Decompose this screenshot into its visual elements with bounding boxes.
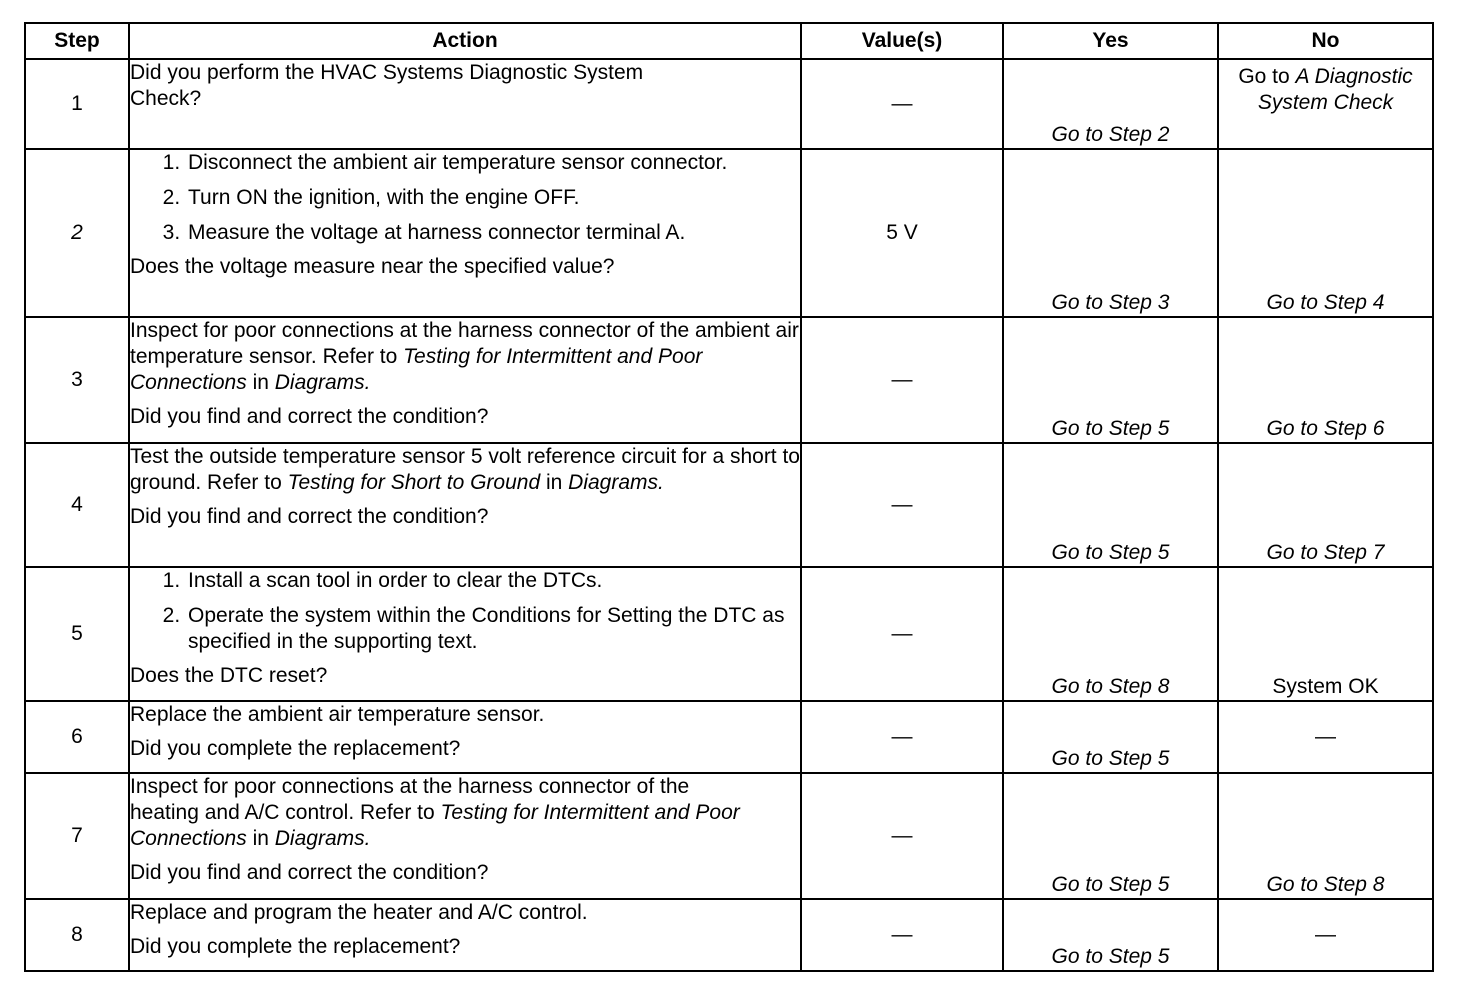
action-cell bbox=[129, 701, 801, 773]
value-cell: — bbox=[801, 899, 1003, 971]
action-cell bbox=[129, 149, 801, 317]
yes-cell: Go to Step 5 bbox=[1003, 317, 1218, 443]
action-question: Did you find and correct the condition? bbox=[130, 405, 489, 428]
action-reference: Testing for Intermittent and Poor Connections bbox=[130, 801, 740, 850]
yes-cell: Go to Step 5 bbox=[1003, 701, 1218, 773]
action-reference: Testing for Intermittent and Poor Connections bbox=[130, 345, 703, 394]
action-question: Does the DTC reset? bbox=[130, 664, 328, 687]
step-number: 8 bbox=[25, 899, 129, 971]
action-cell bbox=[129, 899, 801, 971]
step-number: 6 bbox=[25, 701, 129, 773]
table-row bbox=[25, 773, 1433, 899]
list-item: 2. Turn ON the ignition, with the engine OFF. bbox=[186, 185, 800, 211]
value-cell: 5 V bbox=[801, 149, 1003, 317]
table-row bbox=[25, 567, 1433, 701]
yes-cell: Go to Step 2 bbox=[1003, 59, 1218, 149]
no-cell: — bbox=[1218, 899, 1433, 971]
action-reference-doc: Diagrams. bbox=[568, 471, 664, 494]
action-text: Replace the ambient air temperature sensor. bbox=[130, 703, 545, 726]
action-instruction: Inspect for poor connections at the harness connector of the heating and A/C control. Refer to bbox=[130, 775, 690, 824]
header-step: Step bbox=[25, 23, 129, 59]
table-row bbox=[25, 899, 1433, 971]
no-cell: — bbox=[1218, 701, 1433, 773]
action-cell bbox=[129, 317, 801, 443]
action-text bbox=[130, 318, 800, 396]
action-text bbox=[130, 774, 760, 852]
table-row bbox=[25, 149, 1433, 317]
action-cell bbox=[129, 59, 801, 149]
no-cell: Go to Step 4 bbox=[1218, 149, 1433, 317]
action-question: Did you find and correct the condition? bbox=[130, 861, 489, 884]
action-reference-doc: Diagrams. bbox=[274, 827, 371, 850]
action-question: Does the voltage measure near the specified value? bbox=[130, 255, 615, 278]
diagnostic-table bbox=[24, 22, 1434, 972]
action-connector: in bbox=[540, 471, 569, 494]
action-question: Did you complete the replacement? bbox=[130, 737, 461, 760]
yes-cell: Go to Step 5 bbox=[1003, 773, 1218, 899]
no-cell: Go to Step 6 bbox=[1218, 317, 1433, 443]
action-text: Replace and program the heater and A/C control. bbox=[130, 901, 588, 924]
action-text: Did you perform the HVAC Systems Diagnostic System Check? bbox=[130, 61, 644, 110]
header-no: No bbox=[1218, 23, 1433, 59]
action-connector: in bbox=[246, 371, 275, 394]
table-row bbox=[25, 317, 1433, 443]
action-cell bbox=[129, 567, 801, 701]
value-cell: — bbox=[801, 59, 1003, 149]
header-values: Value(s) bbox=[801, 23, 1003, 59]
header-yes: Yes bbox=[1003, 23, 1218, 59]
no-cell: Go to Step 8 bbox=[1218, 773, 1433, 899]
step-number: 2 bbox=[25, 149, 129, 317]
value-cell: — bbox=[801, 567, 1003, 701]
header-row bbox=[25, 23, 1433, 59]
value-cell: — bbox=[801, 317, 1003, 443]
no-prefix: Go to bbox=[1238, 65, 1296, 88]
value-cell: — bbox=[801, 443, 1003, 567]
yes-cell: Go to Step 3 bbox=[1003, 149, 1218, 317]
action-reference-doc: Diagrams. bbox=[274, 371, 371, 394]
step-number: 5 bbox=[25, 567, 129, 701]
yes-cell: Go to Step 5 bbox=[1003, 443, 1218, 567]
action-steps-list bbox=[130, 150, 800, 246]
step-number: 3 bbox=[25, 317, 129, 443]
action-text bbox=[130, 444, 800, 496]
no-cell: Go to Step 7 bbox=[1218, 443, 1433, 567]
table-row bbox=[25, 443, 1433, 567]
table-row bbox=[25, 59, 1433, 149]
no-cell: System OK bbox=[1218, 567, 1433, 701]
value-cell: — bbox=[801, 701, 1003, 773]
action-instruction: Inspect for poor connections at the harness connector of the ambient air temperature sensor. Refer to bbox=[130, 319, 799, 368]
list-item: 1. Install a scan tool in order to clear the DTCs. bbox=[186, 568, 800, 594]
list-item: 2. Operate the system within the Conditions for Setting the DTC as specified in the supporting text. bbox=[186, 603, 800, 655]
no-reference: A Diagnostic System Check bbox=[1257, 65, 1413, 114]
yes-cell: Go to Step 5 bbox=[1003, 899, 1218, 971]
header-action: Action bbox=[129, 23, 801, 59]
action-reference: Testing for Short to Ground bbox=[287, 471, 541, 494]
action-connector: in bbox=[246, 827, 275, 850]
step-number: 4 bbox=[25, 443, 129, 567]
action-cell bbox=[129, 443, 801, 567]
action-instruction: Test the outside temperature sensor 5 volt reference circuit for a short to ground. Refer to bbox=[130, 445, 800, 494]
list-item: 3. Measure the voltage at harness connector terminal A. bbox=[186, 220, 800, 246]
yes-cell: Go to Step 8 bbox=[1003, 567, 1218, 701]
value-cell: — bbox=[801, 773, 1003, 899]
table-row bbox=[25, 701, 1433, 773]
action-cell bbox=[129, 773, 801, 899]
step-number: 1 bbox=[25, 59, 129, 149]
step-number: 7 bbox=[25, 773, 129, 899]
list-item: 1. Disconnect the ambient air temperature sensor connector. bbox=[186, 150, 800, 176]
action-question: Did you find and correct the condition? bbox=[130, 505, 489, 528]
no-cell bbox=[1218, 59, 1433, 149]
action-steps-list bbox=[130, 568, 800, 655]
action-question: Did you complete the replacement? bbox=[130, 935, 461, 958]
